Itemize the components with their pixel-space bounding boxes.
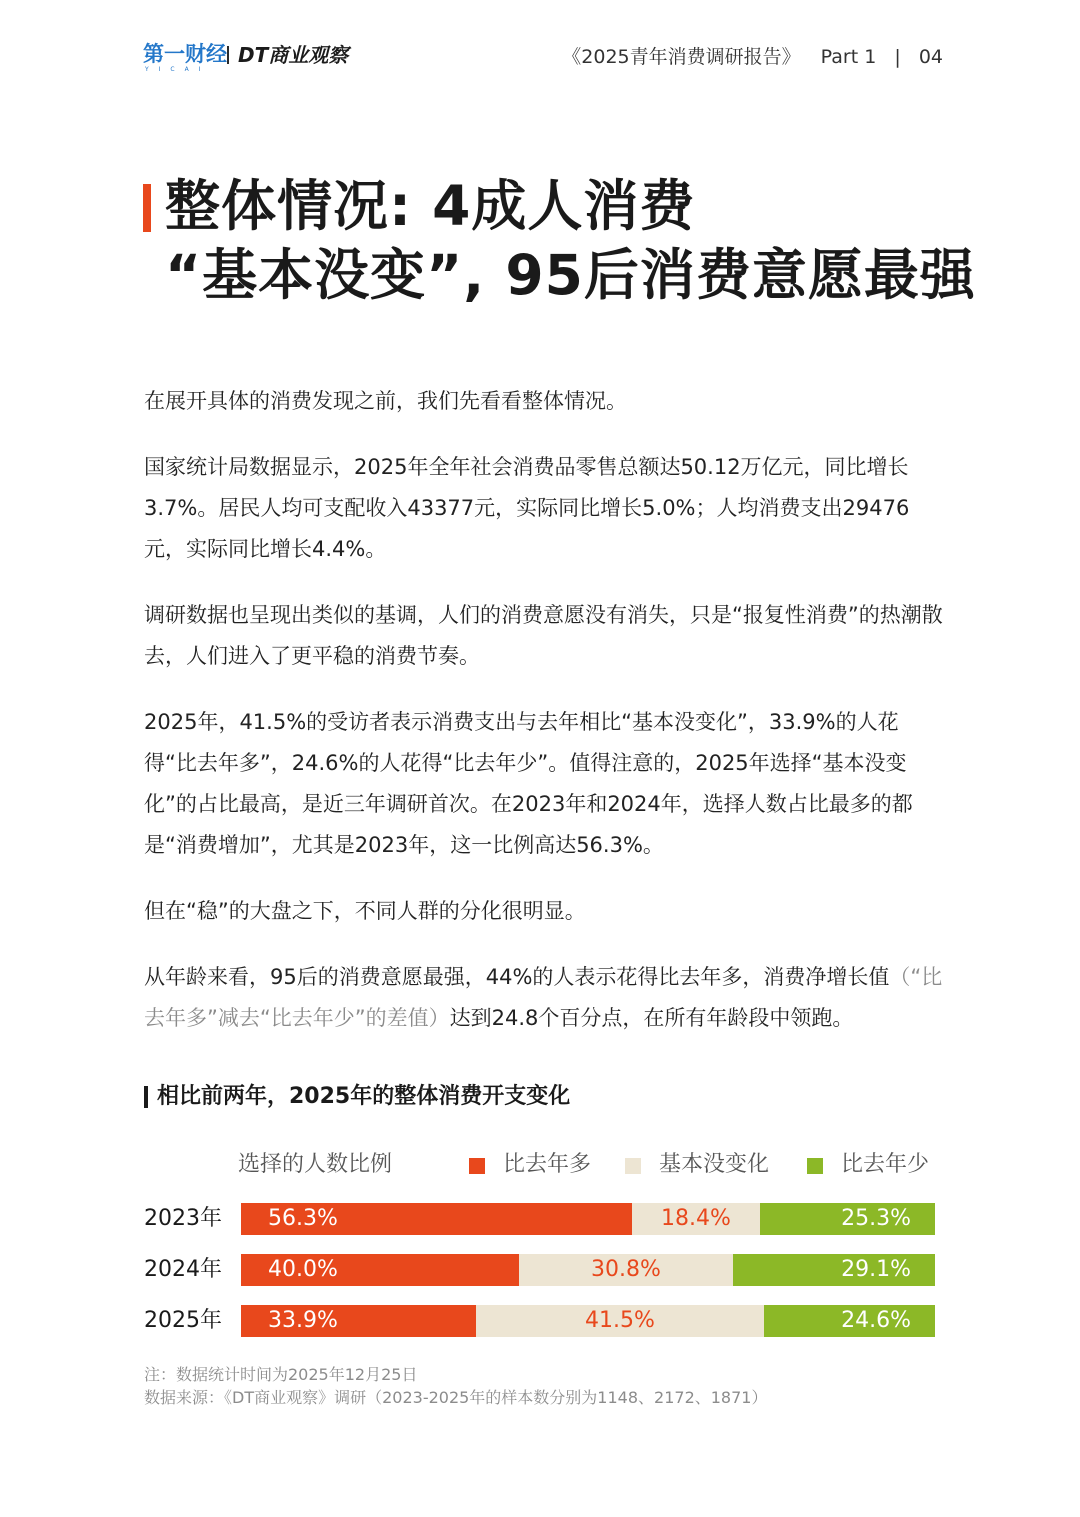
paragraph-national-stats: 国家统计局数据显示，2025年全年社会消费品零售总额达50.12万亿元，同比增长3.7%。居民人均可支配收入43377元，实际同比增长5.0%；人均消费支出29476元，实际同比增长4.4%。: [144, 455, 910, 561]
bar-value-label: 41.5%: [585, 1308, 655, 1333]
bar-less-0: [760, 1203, 935, 1235]
legend-label-less: 比去年少: [841, 1152, 930, 1177]
header-report-info: [562, 44, 943, 70]
page-number: 04: [918, 46, 943, 68]
page-title-line1: 整体情况: 4成人消费: [165, 174, 696, 238]
row-label-2025: 2025年: [144, 1308, 222, 1333]
bar-more-1: [241, 1254, 519, 1286]
paragraph-age-part2: 达到24.8个百分点，在所有年龄段中领跑。: [449, 1006, 854, 1030]
legend-swatch-more: [469, 1158, 485, 1174]
legend-label-same: 基本没变化: [659, 1152, 770, 1177]
bar-less-1: [733, 1254, 935, 1286]
logo-main-text: 第一财经: [143, 42, 227, 66]
bar-less-2: [764, 1305, 935, 1337]
legend-label-more: 比去年多: [503, 1152, 592, 1177]
chart-note-date: 注：数据统计时间为2025年12月25日: [144, 1365, 418, 1384]
bar-value-label: 25.3%: [841, 1206, 911, 1231]
paragraph-age: [144, 957, 944, 1039]
bar-same-0: [632, 1203, 760, 1235]
legend-swatch-less: [807, 1158, 823, 1174]
bar-same-2: [476, 1305, 764, 1337]
paragraph-age-part1: 从年龄来看，95后的消费意愿最强，44%的人表示花得比去年多，消费净增长值: [144, 965, 890, 989]
header-separator: |: [894, 46, 901, 68]
yicai-logo: [143, 42, 227, 73]
bar-value-label: 30.8%: [591, 1257, 661, 1282]
page-title: [165, 172, 976, 310]
bar-value-label: 40.0%: [268, 1257, 338, 1282]
bar-row-2025: [241, 1305, 935, 1337]
paragraph-survey-tone: 调研数据也呈现出类似的基调，人们的消费意愿没有消失，只是“报复性消费”的热潮散去，人们进入了更平稳的消费节奏。: [144, 603, 943, 668]
bar-more-0: [241, 1203, 632, 1235]
bar-value-label: 18.4%: [661, 1206, 731, 1231]
bar-value-label: 56.3%: [268, 1206, 338, 1231]
paragraph-intro: 在展开具体的消费发现之前，我们先看看整体情况。: [144, 389, 627, 413]
bar-more-2: [241, 1305, 476, 1337]
logo-separator: [227, 46, 229, 64]
chart-title: 相比前两年，2025年的整体消费开支变化: [157, 1084, 571, 1109]
paragraph-2025-results: 2025年，41.5%的受访者表示消费支出与去年相比“基本没变化”，33.9%的人花得“比去年多”，24.6%的人花得“比去年少”。值得注意的，2025年选择“基本没变化”的占比最高，是近三年调研首次。在2023年和2024年，选择人数占比最多的都是“消费增加”，尤其是2023年，这一比例高达56.3%。: [144, 710, 913, 857]
row-label-2024: 2024年: [144, 1257, 222, 1282]
row-label-2023: 2023年: [144, 1206, 222, 1231]
title-accent-bar: [143, 184, 151, 232]
page-title-line2: “基本没变”, 95后消费意愿最强: [165, 243, 976, 307]
dt-logo: DT商业观察: [238, 43, 349, 67]
bar-same-1: [519, 1254, 733, 1286]
paragraph-age-note: （“比去年多”减去“比去年少”的差值）: [144, 965, 943, 1030]
part-label: Part 1: [820, 46, 877, 68]
bar-value-label: 33.9%: [268, 1308, 338, 1333]
chart-title-accent-bar: [144, 1086, 148, 1108]
bar-row-2023: [241, 1203, 935, 1235]
bar-row-2024: [241, 1254, 935, 1286]
report-name: 《2025青年消费调研报告》: [562, 46, 801, 68]
bar-value-label: 29.1%: [841, 1257, 911, 1282]
chart-note-source: 数据来源：《DT商业观察》调研（2023-2025年的样本数分别为1148、2172、1871）: [144, 1388, 768, 1407]
chart-value-label: 选择的人数比例: [238, 1152, 393, 1177]
paragraph-divergence: 但在“稳”的大盘之下，不同人群的分化很明显。: [144, 899, 586, 923]
legend-swatch-same: [625, 1158, 641, 1174]
logo-main-subtext: YICAI: [145, 66, 211, 73]
bar-value-label: 24.6%: [841, 1308, 911, 1333]
